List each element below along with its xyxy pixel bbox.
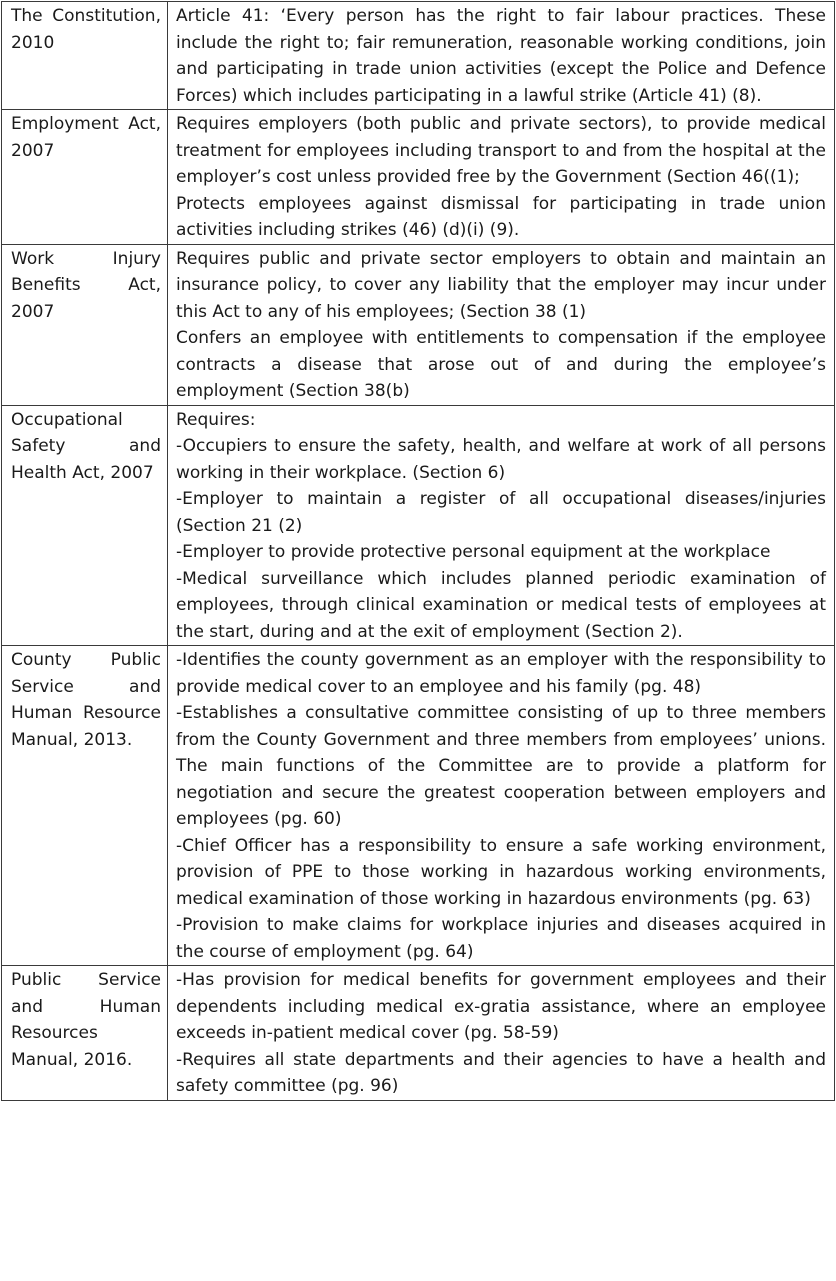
table-row — [2, 966, 835, 1101]
table-row — [2, 2, 835, 110]
act-name-cell: Employment Act, 2007 — [2, 110, 168, 245]
provision-text: Requires employers (both public and private sectors), to provide medical treatment for employees including transport to and from the hospital at the employer’s cost unless provided free by the Government (Section 46((1); — [176, 114, 826, 187]
act-name-cell: Public Service and Human Resources Manual, 2016. — [2, 966, 168, 1101]
provision-text: -Requires all state departments and their agencies to have a health and safety committee (pg. 96) — [176, 1049, 826, 1096]
provision-text: -Provision to make claims for workplace injuries and diseases acquired in the course of employment (pg. 64) — [176, 915, 826, 962]
provision-text: Confers an employee with entitlements to compensation if the employee contracts a disease that arose out of and during the employee’s employment (Section 38(b) — [176, 328, 826, 401]
provision-text: Requires public and private sector employers to obtain and maintain an insurance policy, to cover any liability that the employer may incur under this Act to any of his employees; (Section 38 (1) — [176, 248, 826, 322]
provision-text: Requires: — [176, 409, 256, 430]
provision-text: Article 41: ‘Every person has the right to fair labour practices. These include the right to; fair remuneration, reasonable working conditions, join and participating in trade union activities (except the Police and Defence Forces) which includes participating in a lawful strike (Article 41) (8). — [176, 6, 826, 106]
act-name-cell: Work Injury Benefits Act, 2007 — [2, 244, 168, 405]
provision-text: -Employer to provide protective personal equipment at the workplace — [176, 542, 771, 562]
act-name-cell: Occupational Safety and Health Act, 2007 — [2, 405, 168, 646]
provision-text: -Chief Officer has a responsibility to ensure a safe working environment, provision of PPE to those working in hazardous working environments, medical examination of those working in hazardous environments (pg. 63) — [176, 835, 826, 909]
provisions-cell — [168, 966, 835, 1101]
provisions-cell — [168, 405, 835, 646]
provisions-cell — [168, 110, 835, 245]
legislation-table-body — [2, 2, 835, 1101]
provisions-cell — [168, 646, 835, 966]
provision-text: -Occupiers to ensure the safety, health, and welfare at work of all persons working in their workplace. (Section 6) — [176, 436, 826, 483]
act-name-cell: County Public Service and Human Resource Manual, 2013. — [2, 646, 168, 966]
act-name-cell: The Constitution, 2010 — [2, 2, 168, 110]
provision-text: Protects employees against dismissal for participating in trade union activities including strikes (46) (d)(i) (9). — [176, 193, 826, 240]
table-row — [2, 244, 835, 405]
provision-text: -Has provision for medical benefits for government employees and their dependents including medical ex-gratia assistance, where an employee exceeds in-patient medical cover (pg. 58-59) — [176, 970, 826, 1043]
provision-text: -Employer to maintain a register of all occupational diseases/injuries (Section 21 (2) — [176, 489, 826, 536]
legislation-table — [1, 1, 835, 1101]
provisions-cell — [168, 2, 835, 110]
provision-text: -Establishes a consultative committee consisting of up to three members from the County Government and three members from employees’ unions. The main functions of the Committee are to provide a platform for negotiation and secure the greatest cooperation between employers and employees (pg. 60) — [176, 703, 826, 829]
table-row — [2, 405, 835, 646]
table-row — [2, 646, 835, 966]
provision-text: -Medical surveillance which includes planned periodic examination of employees, through clinical examination or medical tests of employees at the start, during and at the exit of employment (Section 2). — [176, 568, 826, 642]
table-row — [2, 110, 835, 245]
provisions-cell — [168, 244, 835, 405]
provision-text: -Identifies the county government as an employer with the responsibility to provide medical cover to an employee and his family (pg. 48) — [176, 650, 826, 697]
